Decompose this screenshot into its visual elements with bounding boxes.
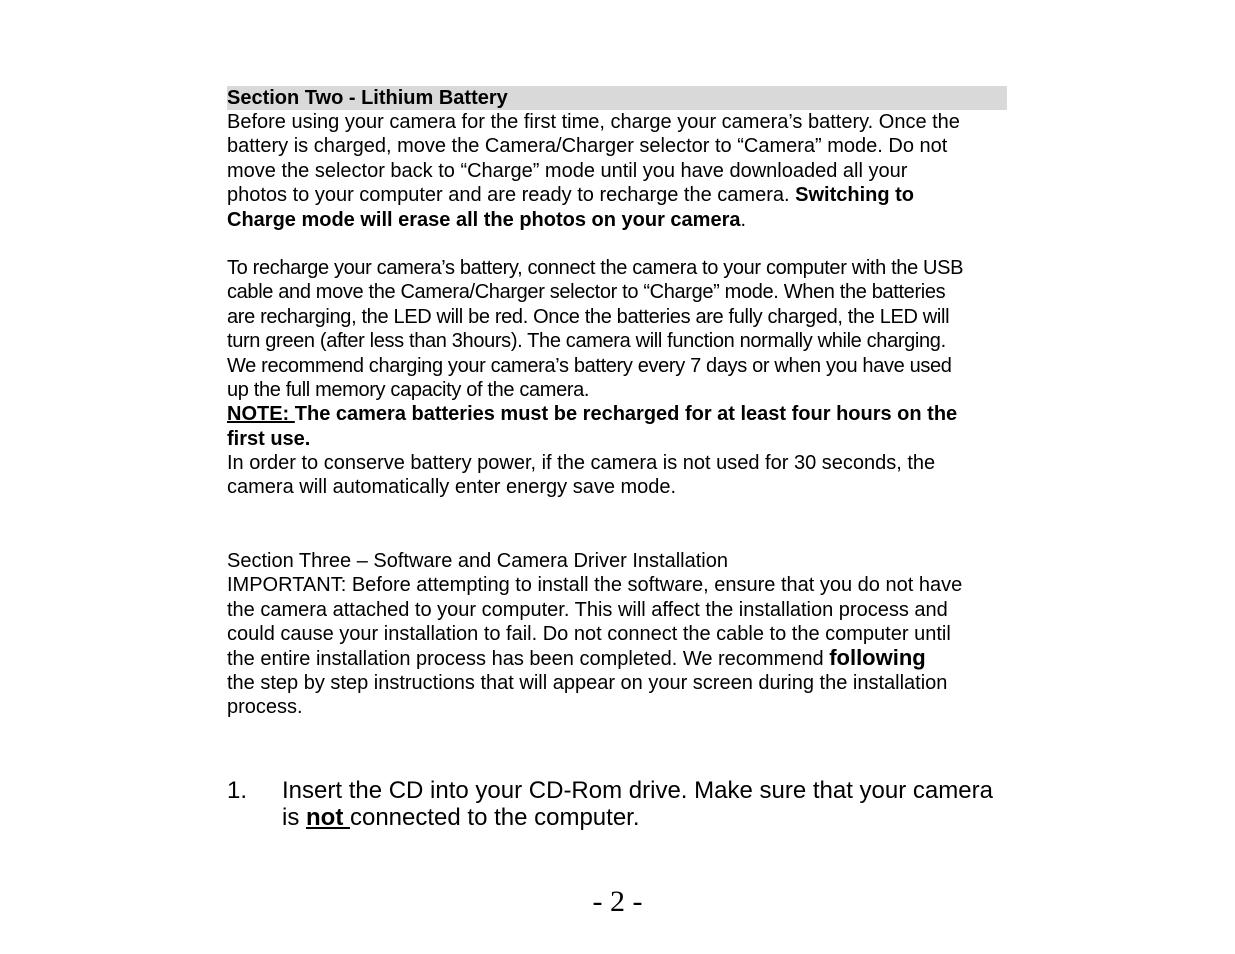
text-segment: is <box>282 803 306 831</box>
text-line: Before using your camera for the first time, charge your camera’s battery. Once the <box>227 111 960 133</box>
text-line: cable and move the Camera/Charger selector to “Charge” mode. When the batteries <box>227 281 946 304</box>
note-label: NOTE: <box>227 403 295 426</box>
text-line: IMPORTANT: Before attempting to install the software, ensure that you do not have <box>227 574 963 597</box>
emphasis-text: following <box>829 645 926 671</box>
note-text: first use. <box>227 427 311 450</box>
note-line <box>227 402 1013 426</box>
text-line: To recharge your camera’s battery, connect the camera to your computer with the USB <box>227 256 964 279</box>
text-line: turn green (after less than 3hours). The camera will function normally while charging. <box>227 330 946 353</box>
step-line <box>282 804 1013 831</box>
text-line: are recharging, the LED will be red. Once the batteries are fully charged, the LED will <box>227 305 950 328</box>
text-line <box>227 183 1013 207</box>
text-line: In order to conserve battery power, if the camera is not used for 30 seconds, the <box>227 452 936 475</box>
text-segment: the entire installation process has been completed. We recommend <box>227 648 830 671</box>
text-line: move the selector back to “Charge” mode until you have downloaded all your <box>227 159 908 182</box>
text-line: camera will automatically enter energy save mode. <box>227 476 677 499</box>
text-line: could cause your installation to fail. Do not connect the cable to the computer until <box>227 623 951 646</box>
text-line: the step by step instructions that will appear on your screen during the installation <box>227 671 948 694</box>
manual-page-content <box>227 86 1013 831</box>
section-two-heading: Section Two - Lithium Battery <box>227 86 1007 110</box>
text-line: process. <box>227 696 303 719</box>
note-text: The camera batteries must be recharged for at least four hours on the <box>294 403 958 426</box>
text-line <box>227 208 1013 232</box>
step-number: 1. <box>227 776 248 804</box>
text-segment: . <box>740 208 747 231</box>
step-line: Insert the CD into your CD-Rom drive. Make sure that your camera <box>282 776 993 804</box>
warning-text: Charge mode will erase all the photos on your camera <box>227 208 741 231</box>
text-line: We recommend charging your camera’s battery every 7 days or when you have used <box>227 354 952 377</box>
battery-charge-paragraph <box>227 110 1013 232</box>
install-step-1 <box>227 777 1013 831</box>
text-line: battery is charged, move the Camera/Charger selector to “Camera” mode. Do not <box>227 135 948 158</box>
text-segment: connected to the computer. <box>349 803 640 831</box>
text-line: the camera attached to your computer. This will affect the installation process and <box>227 598 948 621</box>
text-line: up the full memory capacity of the camera. <box>227 378 590 401</box>
note-line <box>227 427 1013 451</box>
emphasis-not: not <box>306 803 350 831</box>
page-number: - 2 - <box>592 885 643 918</box>
warning-text: Switching to <box>795 184 914 207</box>
section-three-block <box>227 549 1013 720</box>
recharge-paragraph <box>227 256 1013 500</box>
text-line <box>227 646 1013 670</box>
text-segment: photos to your computer and are ready to recharge the camera. <box>227 184 796 207</box>
section-three-heading: Section Three – Software and Camera Driver Installation <box>227 549 728 572</box>
step-text <box>282 777 1013 831</box>
